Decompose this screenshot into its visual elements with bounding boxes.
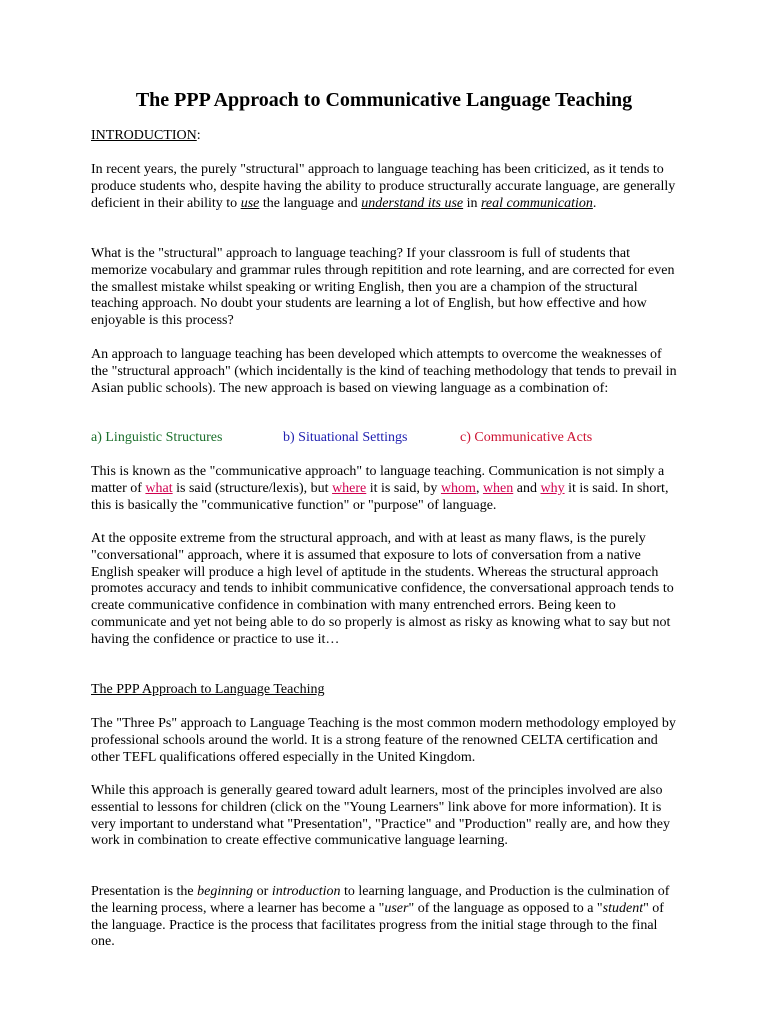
p1-text-c: in — [463, 195, 481, 211]
list-item-communicative-acts: c) Communicative Acts — [460, 430, 593, 445]
p4-link-why: why — [540, 480, 565, 496]
paragraph-1 — [91, 162, 681, 212]
paragraph-5: At the opposite extreme from the structural approach, and with at least as many flaws, is the purely "conversational" approach, where it is assumed that exposure to lots of conversation from a native English speaker will produce a high level of aptitude in the students. Whereas the structural approach promotes accuracy and tends to inhibit communicative confidence, the conversational approach tends to create communicative confidence in combination with many entrenched errors. Being keen to communicate and yet not being able to do so properly is almost as risky as knowing what to say but not having the confidence or practice to use it… — [91, 531, 674, 647]
p4-link-whom: whom — [440, 480, 476, 496]
p8-text-c: to learning language, and Production is the culmination of the learning process, where a learner has become a " — [91, 884, 670, 916]
p4-text-d: , — [475, 480, 483, 496]
p4-text-e: and — [513, 480, 541, 496]
p4-text-c: it is said, by — [366, 480, 441, 496]
p1-emph-use: use — [240, 195, 260, 211]
p8-text-d: " of the language as opposed to a " — [408, 900, 603, 916]
list-item-linguistic-structures: a) Linguistic Structures — [91, 430, 223, 445]
p4-link-what: what — [145, 480, 173, 496]
list-item-situational-settings: b) Situational Settings — [283, 430, 408, 445]
paragraph-8 — [91, 884, 681, 951]
paragraph-7: While this approach is generally geared toward adult learners, most of the principles involved are also essential to lessons for children (click on the "Young Learners" link above for more information). It is very important to understand what "Presentation", "Practice" and "Production" really are, and how they work in combination to create effective communicative language learning. — [91, 783, 670, 849]
p4-text-f: it is said. In short, this is basically the "communicative function" or "purpose" of language. — [91, 480, 669, 513]
p8-text-b: or — [253, 884, 272, 899]
p8-emph-introduction: introduction — [271, 884, 341, 899]
p1-text-d: . — [592, 195, 597, 211]
p4-text-a: This is known as the "communicative approach" to language teaching. Communication is not simply a matter of — [91, 464, 665, 496]
p8-emph-student: student — [602, 900, 644, 916]
p8-text-a: Presentation is the — [91, 884, 198, 899]
paragraph-6: The "Three Ps" approach to Language Teaching is the most common modern methodology employed by professional schools around the world. It is a strong feature of the renowned CELTA certification and other TEFL qualifications offered especially in the United Kingdom. — [91, 716, 676, 765]
p8-text-e: " of the language. Practice is the process that facilitates progress from the initial stage through to the final one. — [91, 900, 664, 950]
p4-link-where: where — [332, 480, 367, 496]
paragraph-4 — [91, 464, 681, 514]
p1-text-b: the language and — [259, 195, 362, 211]
p1-text-a: In recent years, the purely "structural" approach to language teaching has been criticized, as it tends to produce students who, despite having the ability to produce structurally accurate language, are generally deficient in their ability to — [91, 162, 676, 211]
p8-emph-user: user — [384, 900, 409, 916]
p4-link-when: when — [482, 480, 514, 496]
p4-text-b: is said (structure/lexis), but — [172, 480, 333, 496]
p8-emph-beginning: beginning — [197, 884, 254, 899]
intro-heading-text: INTRODUCTION — [91, 128, 197, 143]
paragraph-2: What is the "structural" approach to language teaching? If your classroom is full of students that memorize vocabulary and grammar rules through repitition and rote learning, and are corrected for even the smallest mistake whilst speaking or writing English, then you are a champion of the structural teaching approach. No doubt your students are learning a lot of English, but how effective and how enjoyable is this process? — [91, 246, 675, 329]
intro-heading-colon: : — [196, 128, 201, 143]
p1-emph-real: real communication — [481, 195, 593, 211]
paragraph-3: An approach to language teaching has been developed which attempts to overcome the weaknesses of the "structural approach" (which incidentally is the kind of teaching methodology that tends to prevail in Asian public schools). The new approach is based on viewing language as a combination of: — [91, 347, 677, 396]
intro-heading — [91, 128, 681, 145]
ppp-heading: The PPP Approach to Language Teaching — [91, 682, 325, 697]
document-title: The PPP Approach to Communicative Language Teaching — [135, 89, 633, 111]
p1-emph-understand: understand its use — [361, 195, 464, 211]
